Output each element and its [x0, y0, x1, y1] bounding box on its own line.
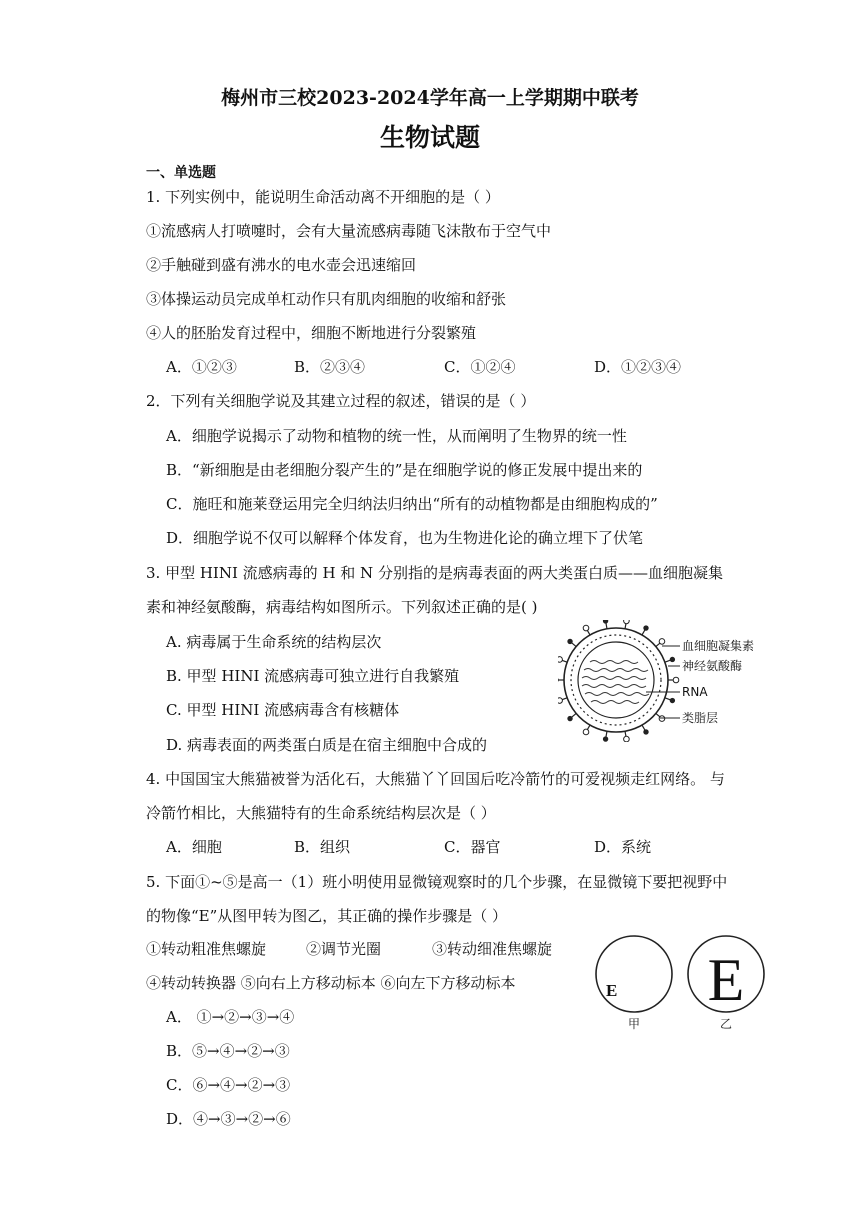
document-title: 梅州市三校2023-2024学年高一上学期期中联考: [221, 87, 639, 109]
q4-option-d: D．系统: [594, 838, 652, 856]
q3-option-a: A. 病毒属于生命系统的结构层次: [166, 633, 382, 651]
q2-option-b: B．“新细胞是由老细胞分裂产生的”是在细胞学说的修正发展中提出来的: [166, 461, 643, 479]
q5-option-d: D．④→③→②→⑥: [166, 1110, 291, 1128]
q4-option-c: C．器官: [444, 838, 501, 856]
hemagglutinin-spike-icon: [659, 716, 665, 722]
q3-option-b: B. 甲型 HINI 流感病毒可独立进行自我繁殖: [166, 667, 460, 685]
hemagglutinin-spike-icon: [583, 625, 589, 631]
field-label-yi: 乙: [719, 1017, 733, 1031]
q2-option-c: C．施旺和施莱登运用完全归纳法归纳出“所有的动植物都是由细胞构成的”: [166, 495, 658, 513]
q2-option-a: A．细胞学说揭示了动物和植物的统一性，从而阐明了生物界的统一性: [166, 427, 627, 445]
q5-step-1: ①转动粗准焦螺旋: [146, 940, 267, 958]
q4-option-a: A．细胞: [166, 838, 222, 856]
q5-option-c: C．⑥→④→②→③: [166, 1076, 291, 1094]
figure-label-neuraminidase: 神经氨酸酶: [682, 659, 743, 673]
hemagglutinin-spike-icon: [624, 736, 630, 742]
hemagglutinin-spike-icon: [558, 657, 562, 663]
q1-item-2: ②手触碰到盛有沸水的电水壶会迅速缩回: [146, 256, 417, 274]
q1-option-d: D．①②③④: [594, 358, 682, 376]
q3-stem-line2: 素和神经氨酸酶，病毒结构如图所示。下列叙述正确的是( ): [146, 598, 538, 616]
q4-stem-line2: 冷箭竹相比，大熊猫特有的生命系统结构层次是（ ）: [146, 804, 496, 822]
q5-option-b: B．⑤→④→②→③: [166, 1042, 290, 1060]
neuraminidase-spike-icon: [568, 639, 572, 643]
figure-label-hemagglutinin: 血细胞凝集素: [682, 639, 755, 653]
field-of-view-jia: [596, 936, 672, 1012]
q5-option-a: A． ①→②→③→④: [166, 1008, 295, 1026]
q3-option-c: C. 甲型 HINI 流感病毒含有核糖体: [166, 701, 400, 719]
q1-item-1: ①流感病人打喷嚏时，会有大量流感病毒随飞沫散布于空气中: [146, 222, 552, 240]
q5-steps-line2: ④转动转换器 ⑤向右上方移动标本 ⑥向左下方移动标本: [146, 974, 516, 992]
section-heading: 一、单选题: [146, 165, 216, 181]
neuraminidase-spike-icon: [644, 730, 648, 734]
figure-label-lipid-layer: 类脂层: [682, 711, 719, 725]
q3-stem-line1: 3. 甲型 HINI 流感病毒的 H 和 N 分别指的是病毒表面的两大类蛋白质——血细胞凝集: [146, 564, 723, 582]
q2-option-d: D．细胞学说不仅可以解释个体发育，也为生物进化论的确立埋下了伏笔: [166, 529, 644, 547]
field-jia-letter: E: [606, 981, 618, 1000]
neuraminidase-spike-icon: [603, 737, 607, 741]
figure-label-rna: RNA: [682, 685, 708, 699]
neuraminidase-spike-icon: [568, 716, 572, 720]
q1-item-3: ③体操运动员完成单杠动作只有肌肉细胞的收缩和舒张: [146, 290, 507, 308]
q3-option-d: D. 病毒表面的两类蛋白质是在宿主细胞中合成的: [166, 736, 488, 754]
q5-step-2: ②调节光圈: [306, 940, 382, 958]
hemagglutinin-spike-icon: [624, 620, 630, 624]
q1-option-c: C．①②④: [444, 358, 516, 376]
neuraminidase-spike-icon: [603, 620, 607, 623]
document-subtitle: 生物试题: [379, 123, 480, 152]
q5-step-3: ③转动细准焦螺旋: [432, 940, 553, 958]
q1-item-4: ④人的胚胎发育过程中，细胞不断地进行分裂繁殖: [146, 324, 477, 342]
hemagglutinin-spike-icon: [558, 698, 562, 704]
field-label-jia: 甲: [627, 1017, 641, 1031]
q5-stem-line2: 的物像“E”从图甲转为图乙，其正确的操作步骤是（ ）: [146, 907, 508, 925]
microscope-field-diagram: [592, 930, 774, 1034]
q1-option-b: B．②③④: [294, 358, 366, 376]
q4-stem-line1: 4. 中国国宝大熊猫被誉为活化石，大熊猫丫丫回国后吃冷箭竹的可爱视频走红网络。 与: [146, 770, 725, 788]
hemagglutinin-spike-icon: [673, 677, 679, 683]
neuraminidase-spike-icon: [670, 657, 674, 661]
virus-structure-diagram: [558, 620, 784, 742]
neuraminidase-spike-icon: [670, 698, 674, 702]
q2-stem: 2．下列有关细胞学说及其建立过程的叙述，错误的是（ ）: [146, 392, 536, 410]
q1-option-a: A．①②③: [166, 358, 237, 376]
q1-stem: 1. 下列实例中，能说明生命活动离不开细胞的是（ ）: [146, 188, 500, 206]
neuraminidase-spike-icon: [644, 626, 648, 630]
hemagglutinin-spike-icon: [583, 729, 589, 735]
field-yi-letter: E: [707, 947, 745, 1013]
hemagglutinin-spike-icon: [659, 639, 665, 645]
q4-option-b: B．组织: [294, 838, 351, 856]
q5-stem-line1: 5. 下面①~⑤是高一（1）班小明使用显微镜观察时的几个步骤，在显微镜下要把视野中: [146, 873, 728, 891]
